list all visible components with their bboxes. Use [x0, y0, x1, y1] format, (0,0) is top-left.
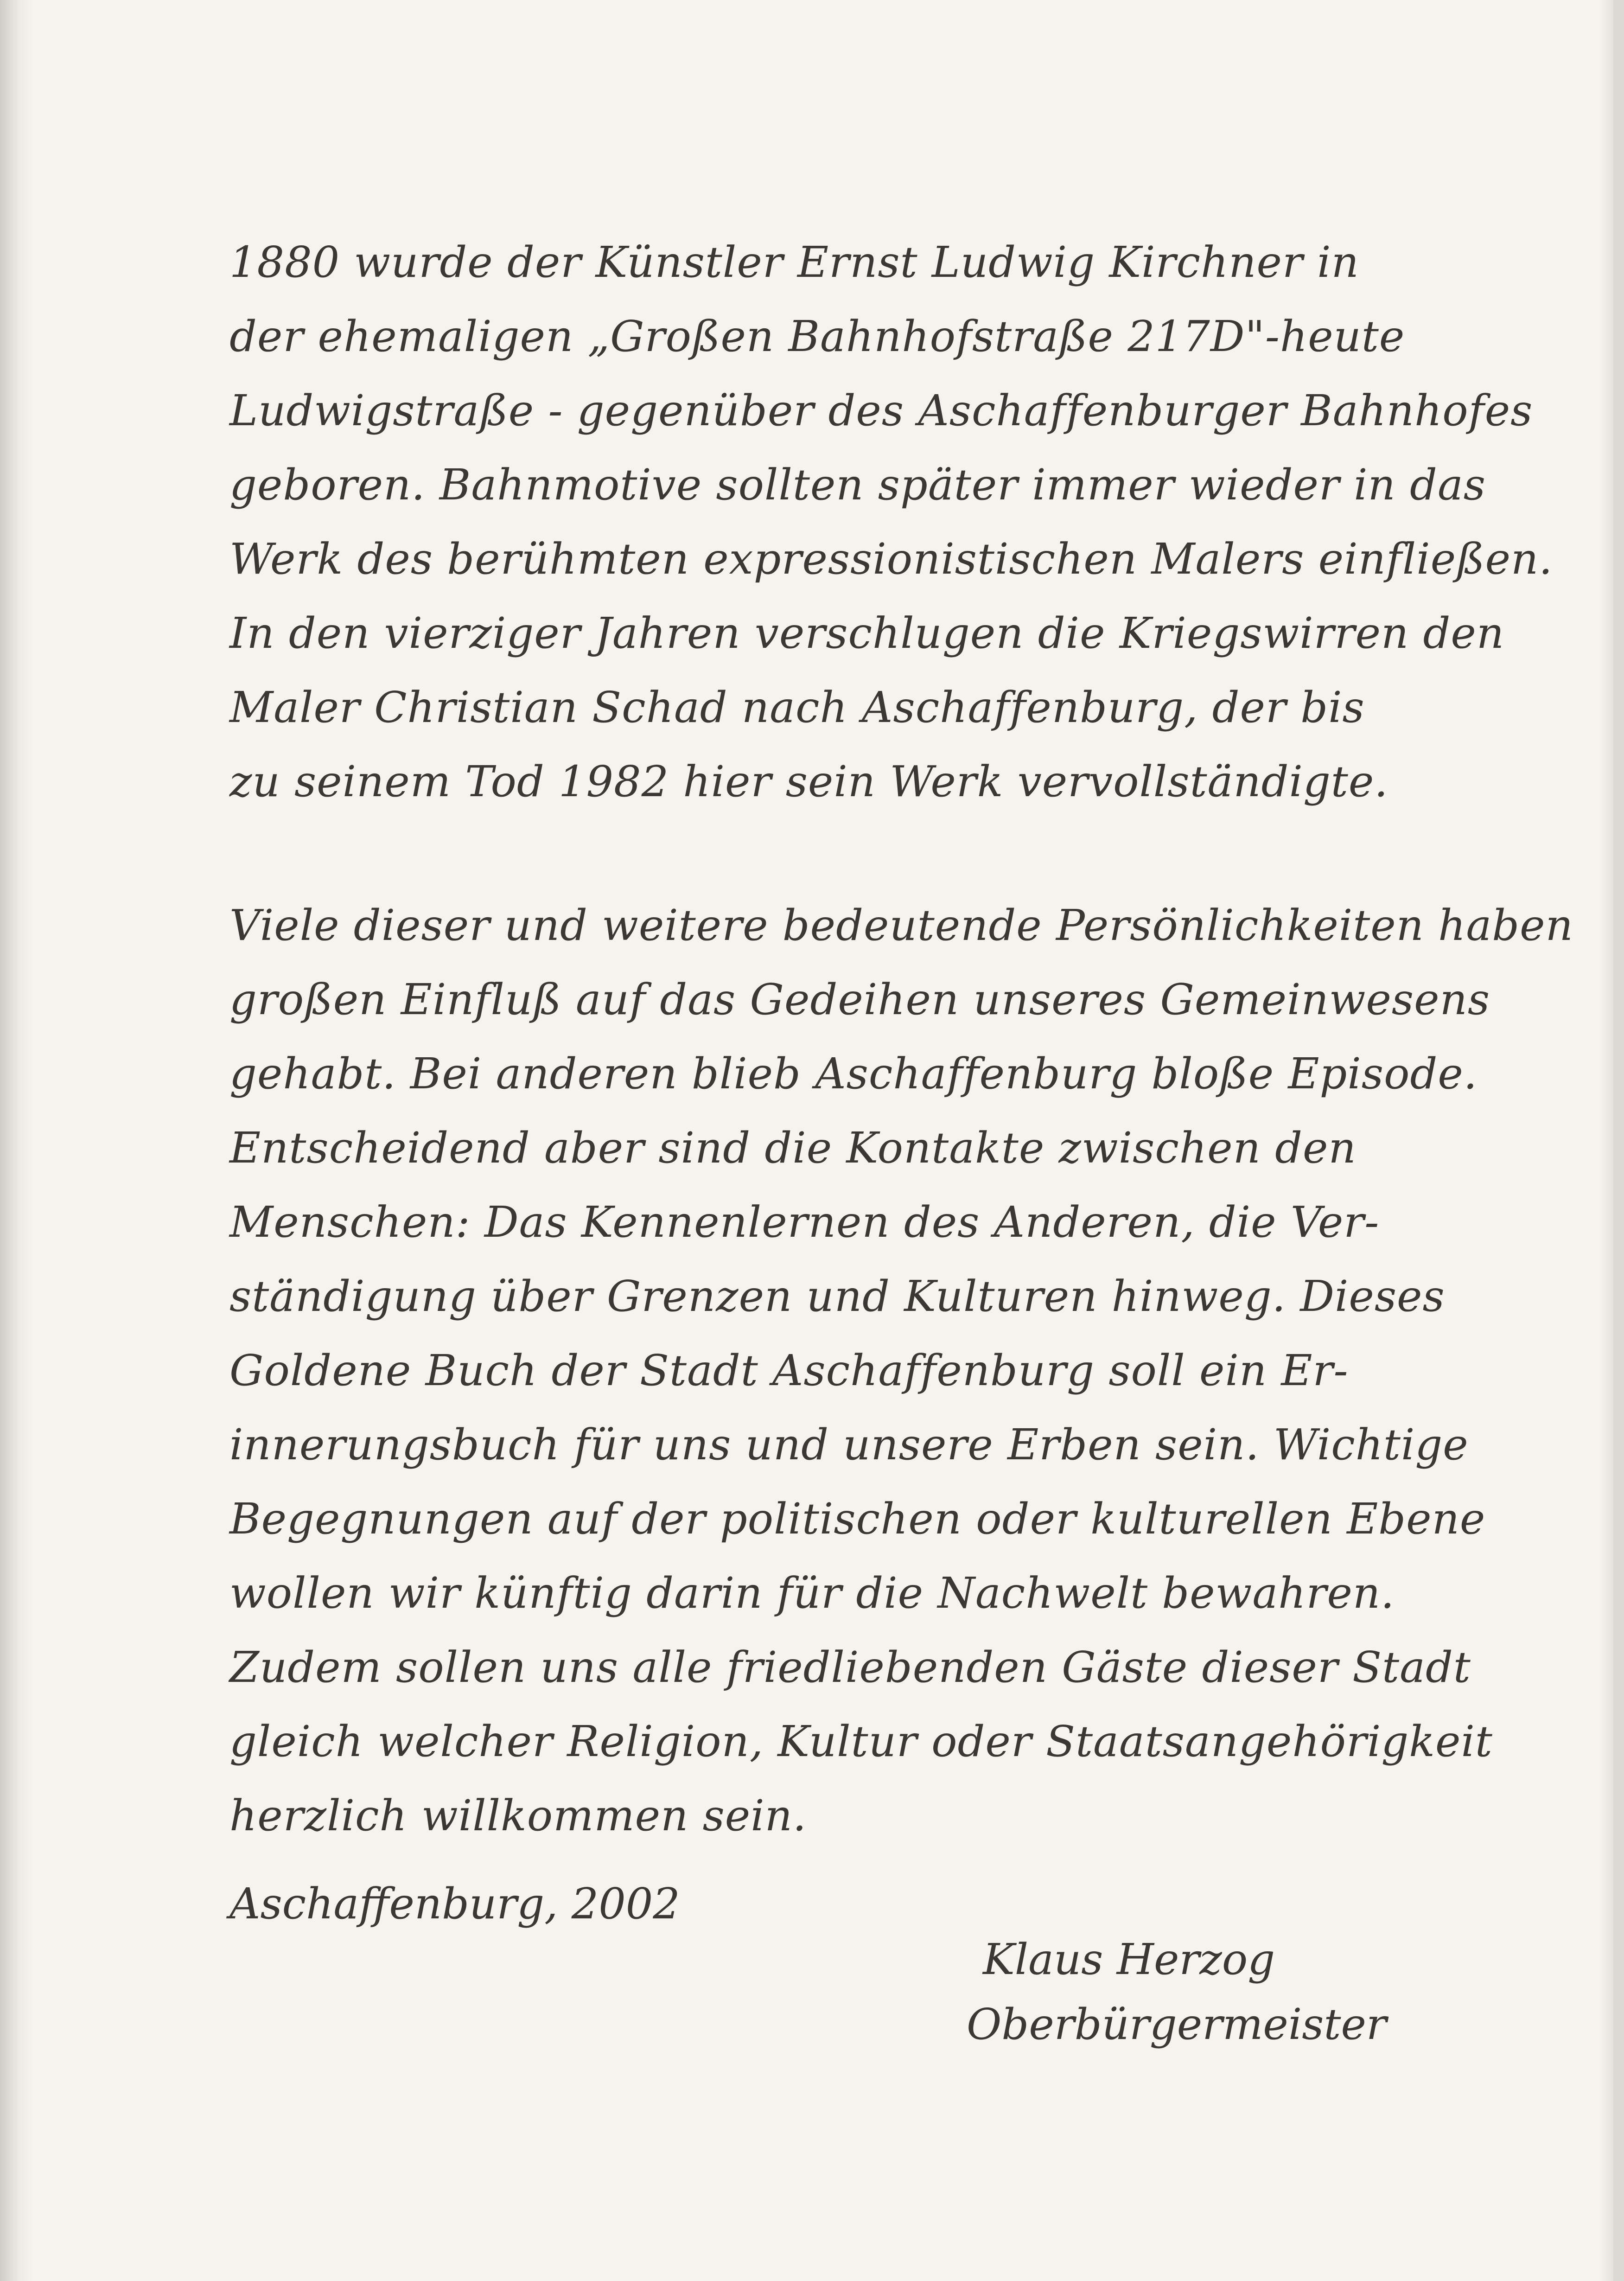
paragraph-2-line-10: wollen wir künftig darin für die Nachwelt bewahren.	[229, 1568, 1395, 1618]
paragraph-2-line-9: Begegnungen auf der politischen oder kulturellen Ebene	[229, 1494, 1486, 1544]
paragraph-2-line-4: Entscheidend aber sind die Kontakte zwischen den	[229, 1123, 1357, 1173]
paragraph-1-line-8: zu seinem Tod 1982 hier sein Werk vervollständigte.	[229, 757, 1388, 806]
paragraph-2-line-3: gehabt. Bei anderen blieb Aschaffenburg bloße Episode.	[229, 1049, 1478, 1099]
paragraph-1-line-5: Werk des berühmten expressionistischen Malers einfließen.	[229, 534, 1553, 584]
paragraph-1-line-4: geboren. Bahnmotive sollten später immer wieder in das	[229, 460, 1486, 510]
paragraph-1-line-1: 1880 wurde der Künstler Ernst Ludwig Kirchner in	[229, 237, 1359, 287]
paragraph-1-line-7: Maler Christian Schad nach Aschaffenburg, der bis	[229, 683, 1365, 732]
paragraph-2-line-13: herzlich willkommen sein.	[229, 1791, 807, 1840]
paragraph-2-line-2: großen Einfluß auf das Gedeihen unseres Gemeinwesens	[229, 975, 1490, 1024]
paragraph-1-line-2: der ehemaligen „Großen Bahnhofstraße 217D"-heute	[229, 312, 1405, 361]
paragraph-2-line-5: Menschen: Das Kennenlernen des Anderen, die Ver-	[229, 1197, 1380, 1247]
signature-title: Oberbürgermeister	[967, 2000, 1387, 2049]
paragraph-2-line-8: innerungsbuch für uns und unsere Erben sein. Wichtige	[229, 1420, 1469, 1470]
paragraph-1-line-6: In den vierziger Jahren verschlugen die Kriegswirren den	[229, 608, 1505, 658]
paragraph-2-line-1: Viele dieser und weitere bedeutende Persönlichkeiten haben	[229, 901, 1573, 950]
paragraph-1-line-3: Ludwigstraße - gegenüber des Aschaffenburger Bahnhofes	[229, 386, 1533, 435]
place-and-date: Aschaffenburg, 2002	[229, 1879, 680, 1929]
paragraph-2-line-12: gleich welcher Religion, Kultur oder Staatsangehörigkeit	[229, 1717, 1493, 1766]
paragraph-2-line-7: Goldene Buch der Stadt Aschaffenburg soll ein Er-	[229, 1346, 1349, 1395]
signature-name: Klaus Herzog	[983, 1935, 1275, 1984]
page-edge	[1599, 0, 1613, 2281]
paragraph-2-line-6: ständigung über Grenzen und Kulturen hinweg. Dieses	[229, 1271, 1445, 1321]
page-gutter	[0, 0, 32, 2281]
paragraph-2-line-11: Zudem sollen uns alle friedliebenden Gäste dieser Stadt	[229, 1642, 1471, 1692]
